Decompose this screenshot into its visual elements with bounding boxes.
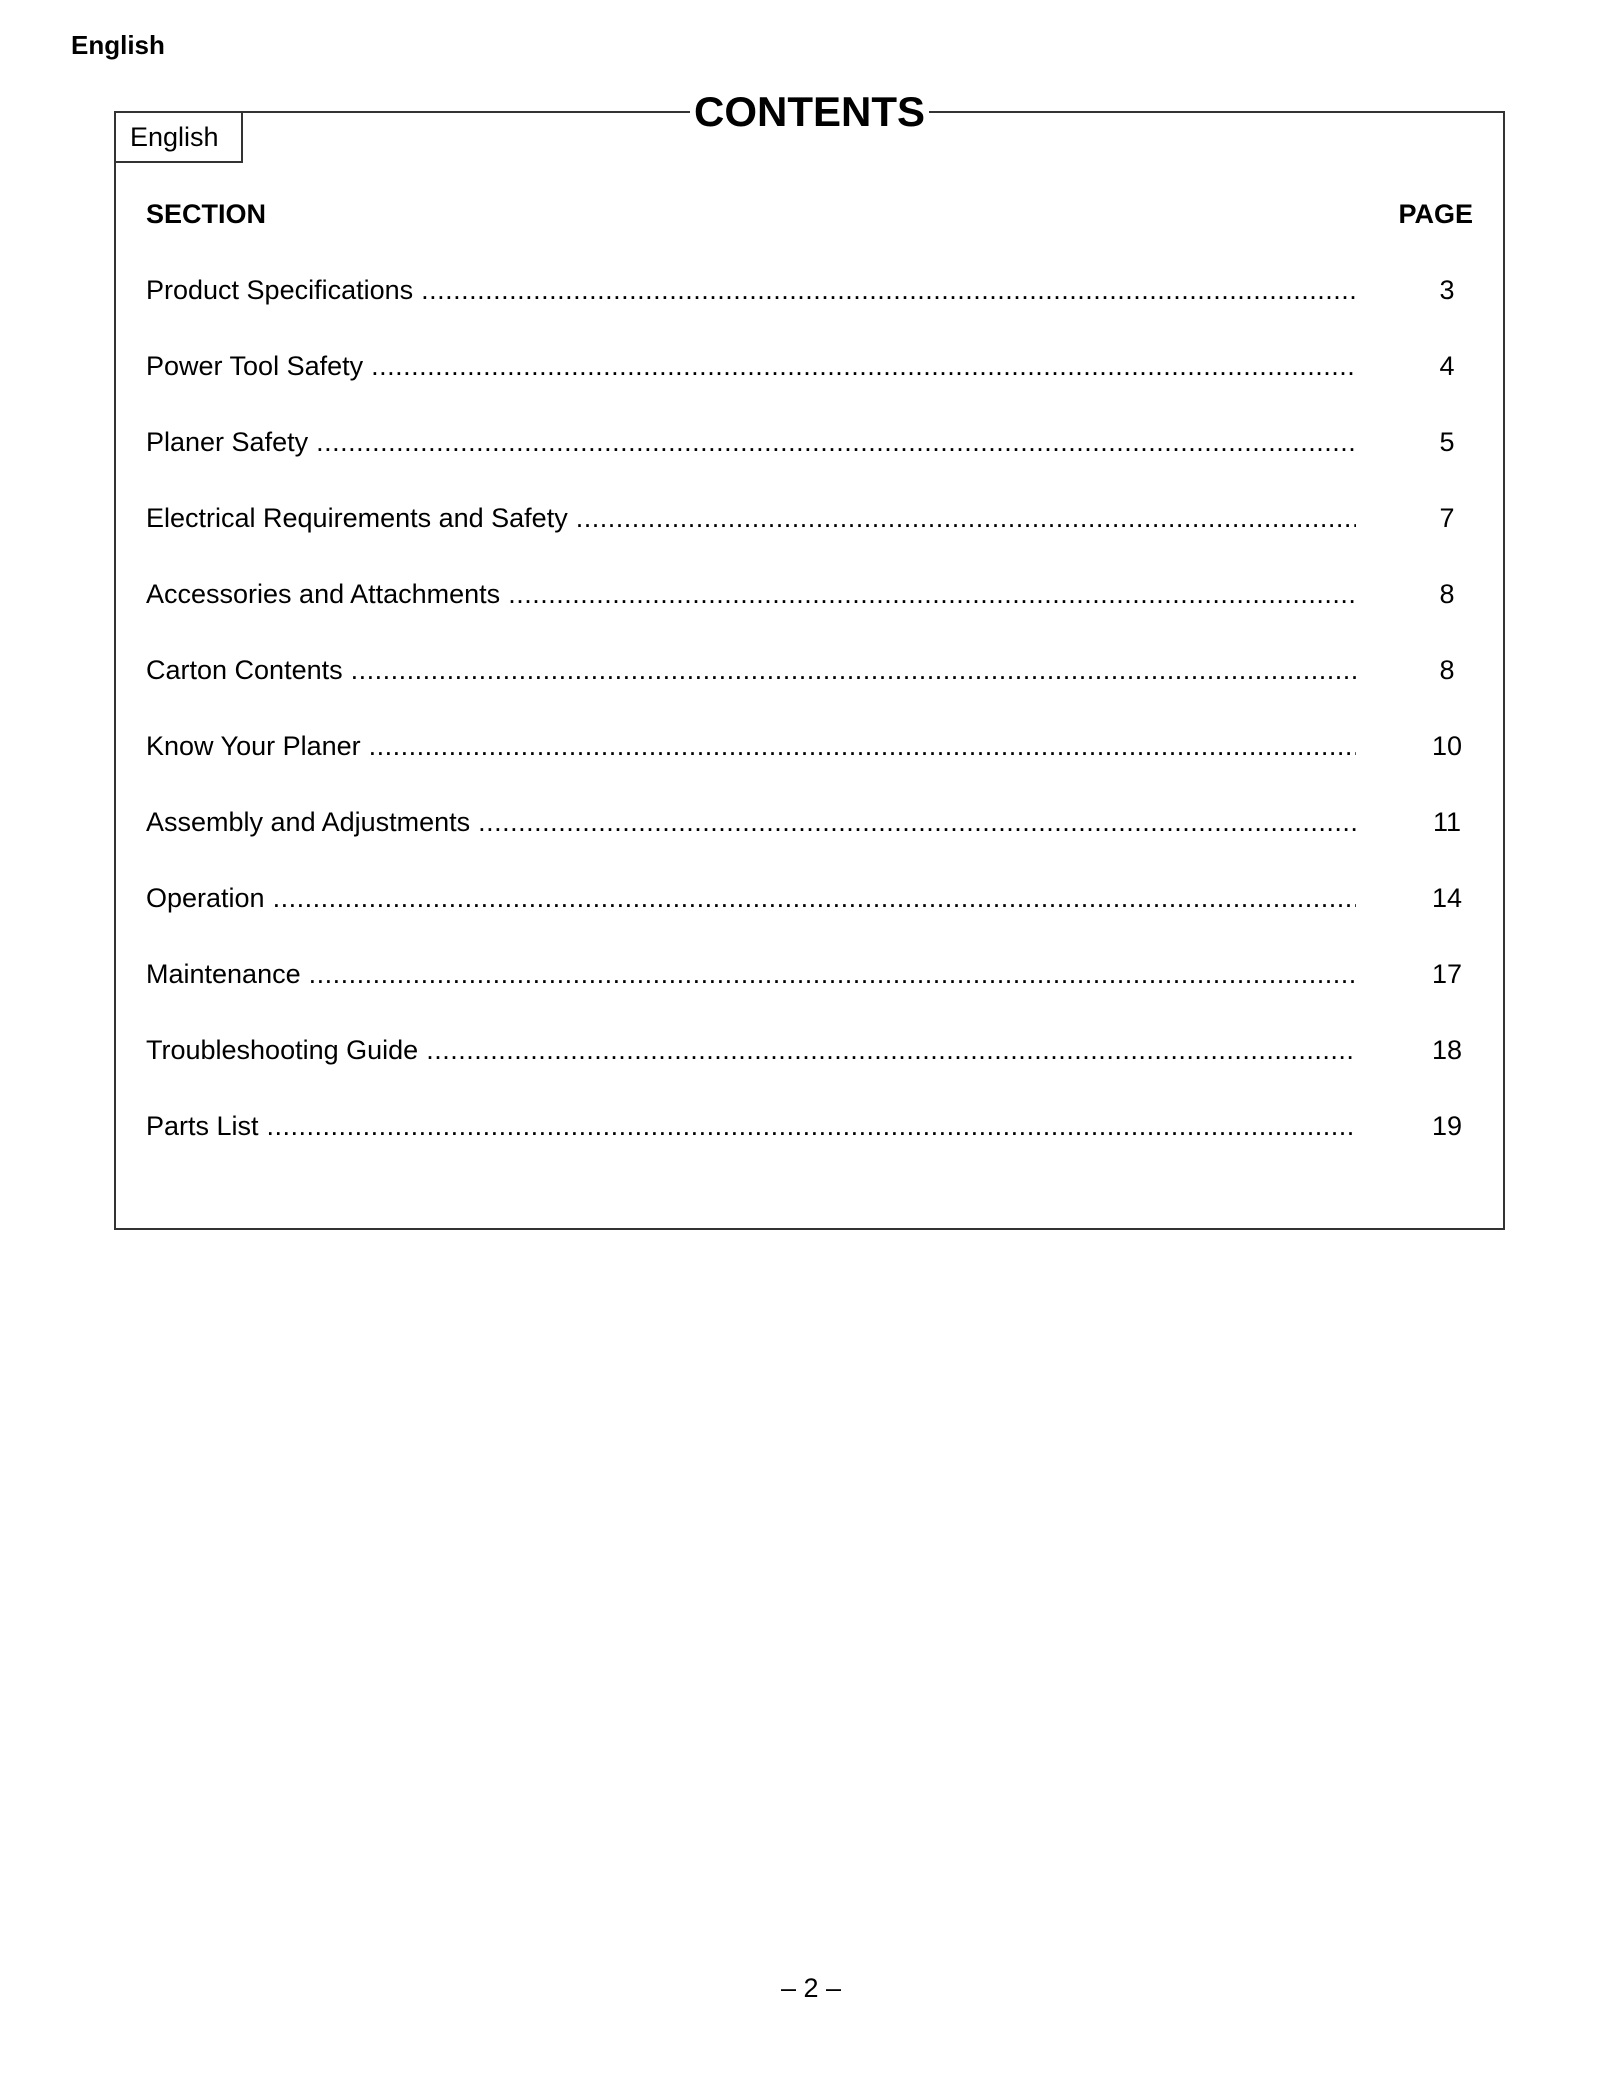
toc-entry[interactable] — [146, 501, 1477, 577]
toc-entry[interactable] — [146, 957, 1477, 1033]
toc-entry-label: Planer Safety — [146, 427, 309, 457]
toc-entry[interactable] — [146, 1033, 1477, 1109]
language-tab: English — [114, 111, 243, 163]
toc-entry-label: Electrical Requirements and Safety — [146, 503, 568, 533]
toc-entry-label: Operation — [146, 883, 265, 913]
toc-entry[interactable] — [146, 425, 1477, 501]
toc-entry-label: Power Tool Safety — [146, 351, 364, 381]
toc-entry-page: 4 — [1439, 351, 1455, 381]
contents-box — [114, 88, 1505, 1230]
toc-entry-page: 8 — [1439, 655, 1455, 685]
toc-list — [146, 273, 1477, 1185]
toc-entry[interactable] — [146, 653, 1477, 729]
section-column-header: SECTION — [146, 199, 267, 229]
toc-entry[interactable] — [146, 1109, 1477, 1185]
toc-entry-label: Carton Contents — [146, 655, 343, 685]
toc-entry[interactable] — [146, 805, 1477, 881]
toc-entry-label: Accessories and Attachments — [146, 579, 501, 609]
toc-entry-label: Know Your Planer — [146, 731, 361, 761]
toc-entry[interactable] — [146, 881, 1477, 957]
toc-entry-page: 8 — [1439, 579, 1455, 609]
contents-title: CONTENTS — [690, 87, 929, 137]
footer-page-number: – 2 – — [780, 1973, 842, 2003]
toc-entry-page: 7 — [1439, 503, 1455, 533]
toc-entry-label: Maintenance — [146, 959, 301, 989]
toc-entry[interactable] — [146, 729, 1477, 805]
page-language-label: English — [71, 30, 165, 60]
contents-title-wrap — [116, 87, 1503, 147]
toc-entry[interactable] — [146, 577, 1477, 653]
toc-entry-page: 18 — [1431, 1035, 1463, 1065]
toc-entry[interactable] — [146, 273, 1477, 349]
toc-entry-page: 3 — [1439, 275, 1455, 305]
toc-entry-page: 10 — [1431, 731, 1463, 761]
toc-entry-page: 5 — [1439, 427, 1455, 457]
page-column-header: PAGE — [1398, 199, 1473, 229]
toc-entry-page: 14 — [1431, 883, 1463, 913]
toc-entry-page: 17 — [1431, 959, 1463, 989]
toc-entry-page: 19 — [1431, 1111, 1463, 1141]
toc-entry-label: Troubleshooting Guide — [146, 1035, 419, 1065]
toc-entry-label: Assembly and Adjustments — [146, 807, 471, 837]
toc-entry-label: Product Specifications — [146, 275, 414, 305]
toc-entry[interactable] — [146, 349, 1477, 425]
toc-entry-label: Parts List — [146, 1111, 259, 1141]
toc-entry-page: 11 — [1432, 807, 1462, 837]
